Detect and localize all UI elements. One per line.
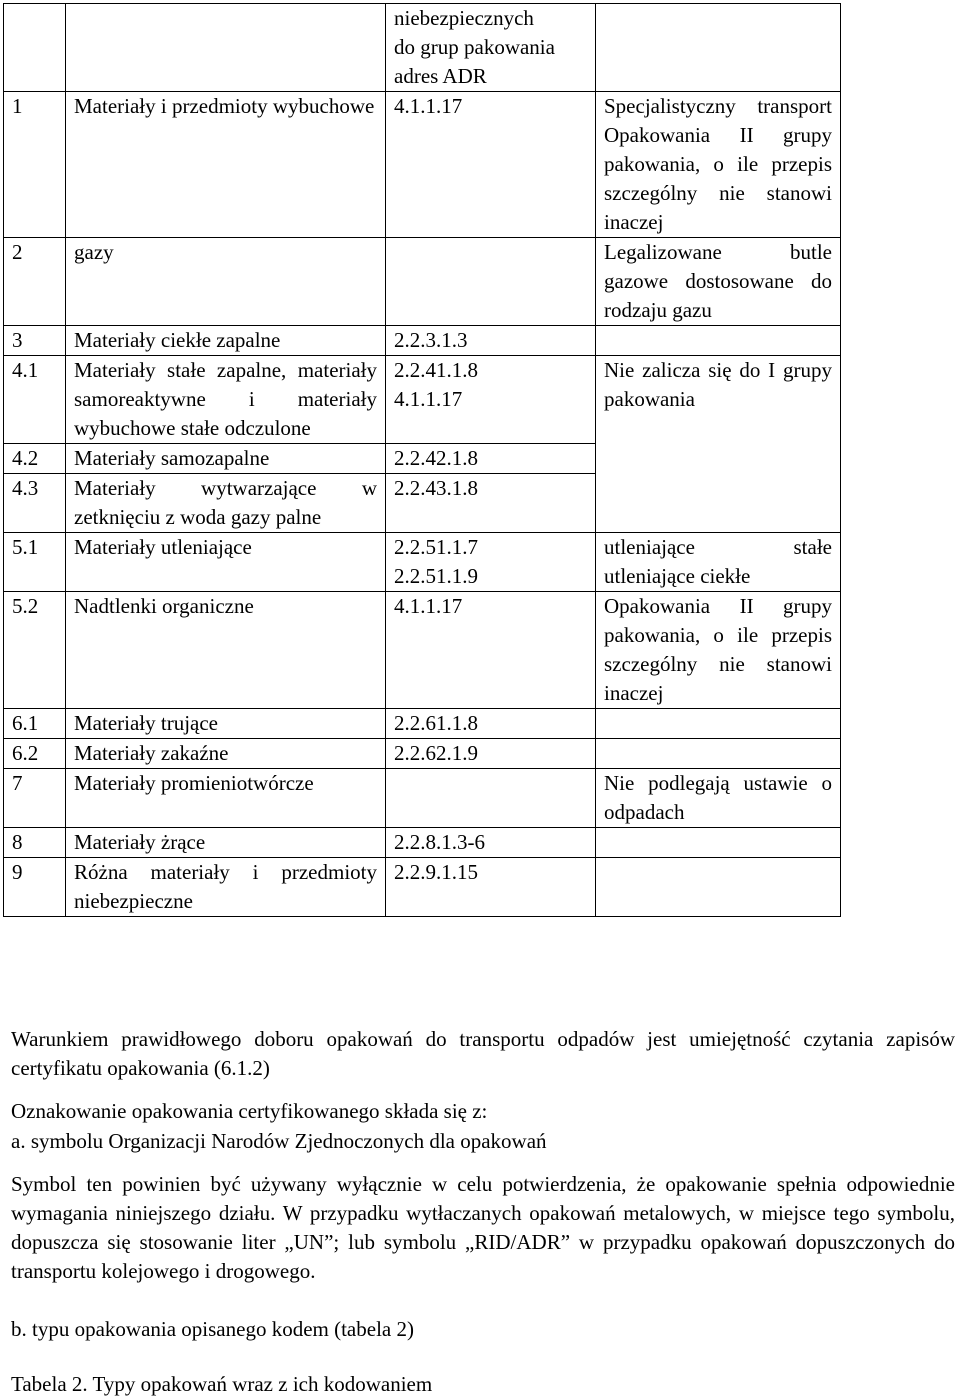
material-name-cell: Materiały zakaźne <box>66 739 386 769</box>
adr-code: 2.2.43.1.8 <box>394 476 478 500</box>
adr-packaging-table <box>3 3 841 917</box>
material-name-cell: gazy <box>66 238 386 326</box>
symbol-paragraph: Symbol ten powinien być używany wyłącznie w celu potwierdzenia, że opakowanie spełnia odpowiednie wymagania niniejszego działu. W przypadku wytłaczanych opakowań metalowych, w miejsce tego symbolu, dopuszcza się stosowanie liter „UN”; lub symbolu „RID/ADR” w przypadku opakowań dopuszczonych do transportu kolejowego i drogowego. <box>11 1172 955 1283</box>
packaging-note-cell <box>596 709 841 739</box>
class-number-cell: 5.2 <box>4 592 66 709</box>
table-row <box>4 709 841 739</box>
class-number-cell <box>4 4 66 92</box>
material-name-cell: Nadtlenki organiczne <box>66 592 386 709</box>
adr-code-cell <box>386 356 596 444</box>
table-row <box>4 769 841 828</box>
table-row <box>4 4 841 92</box>
adr-code-cell <box>386 709 596 739</box>
class-number-cell: 4.1 <box>4 356 66 444</box>
adr-code-cell <box>386 858 596 917</box>
item-a-paragraph: a. symbolu Organizacji Narodów Zjednoczonych dla opakowań <box>11 1129 547 1153</box>
material-name-cell: Materiały żrące <box>66 828 386 858</box>
certificate-paragraph: Warunkiem prawidłowego doboru opakowań do transportu odpadów jest umiejętność czytania zapisów certyfikatu opakowania (6.1.2) <box>11 1027 955 1080</box>
adr-code: 2.2.41.1.8 <box>394 358 478 382</box>
packaging-note-cell: Opakowania II grupy pakowania, o ile przepis szczególny nie stanowi inaczej <box>596 592 841 709</box>
adr-code: 2.2.62.1.9 <box>394 741 478 765</box>
packaging-note-cell <box>596 828 841 858</box>
marking-paragraph: Oznakowanie opakowania certyfikowanego składa się z: <box>11 1099 488 1123</box>
adr-code-cell <box>386 444 596 474</box>
material-name-cell: Materiały ciekłe zapalne <box>66 326 386 356</box>
table-row <box>4 592 841 709</box>
material-name-cell: Materiały utleniające <box>66 533 386 592</box>
packaging-note-cell <box>596 858 841 917</box>
adr-code: 4.1.1.17 <box>394 594 463 618</box>
packaging-note-cell: Nie podlegają ustawie o odpadach <box>596 769 841 828</box>
adr-code: niebezpiecznych <box>394 6 534 30</box>
material-name-cell: Materiały trujące <box>66 709 386 739</box>
class-number-cell: 9 <box>4 858 66 917</box>
adr-code-cell <box>386 533 596 592</box>
item-b-paragraph: b. typu opakowania opisanego kodem (tabela 2) <box>11 1317 414 1341</box>
table-row <box>4 739 841 769</box>
adr-code: 2.2.3.1.3 <box>394 328 468 352</box>
adr-table-body <box>4 4 841 917</box>
table2-caption: Tabela 2. Typy opakowań wraz z ich kodowaniem <box>11 1372 433 1396</box>
adr-code: 2.2.61.1.8 <box>394 711 478 735</box>
adr-code: 4.1.1.17 <box>394 387 463 411</box>
class-number-cell: 2 <box>4 238 66 326</box>
material-name-cell: Materiały promieniotwórcze <box>66 769 386 828</box>
adr-code-cell <box>386 238 596 326</box>
class-number-cell: 3 <box>4 326 66 356</box>
adr-code-cell <box>386 92 596 238</box>
packaging-note-cell <box>596 739 841 769</box>
adr-code: 2.2.9.1.15 <box>394 860 478 884</box>
table-row <box>4 238 841 326</box>
adr-code-cell <box>386 739 596 769</box>
adr-code-cell <box>386 326 596 356</box>
adr-code: do grup pakowania <box>394 35 555 59</box>
adr-code: 2.2.51.1.9 <box>394 564 478 588</box>
material-name-cell <box>66 4 386 92</box>
table-row <box>4 858 841 917</box>
table-row <box>4 92 841 238</box>
material-name-cell: Różna materiały i przedmioty niebezpieczne <box>66 858 386 917</box>
class-number-cell: 4.3 <box>4 474 66 533</box>
class-number-cell: 5.1 <box>4 533 66 592</box>
packaging-note-cell <box>596 326 841 356</box>
adr-code: adres ADR <box>394 64 487 88</box>
material-name-cell: Materiały i przedmioty wybuchowe <box>66 92 386 238</box>
table-row <box>4 326 841 356</box>
adr-code-cell <box>386 592 596 709</box>
class-number-cell: 7 <box>4 769 66 828</box>
class-number-cell: 8 <box>4 828 66 858</box>
class-number-cell: 4.2 <box>4 444 66 474</box>
class-number-cell: 6.2 <box>4 739 66 769</box>
table-row <box>4 533 841 592</box>
material-name-cell: Materiały samozapalne <box>66 444 386 474</box>
adr-code-cell <box>386 4 596 92</box>
adr-code-cell <box>386 474 596 533</box>
adr-code-cell <box>386 769 596 828</box>
adr-code: 2.2.51.1.7 <box>394 535 478 559</box>
material-name-cell: Materiały wytwarzające w zetknięciu z woda gazy palne <box>66 474 386 533</box>
class-number-cell: 1 <box>4 92 66 238</box>
packaging-note-cell: Nie zalicza się do I grupy pakowania <box>596 356 841 533</box>
packaging-note-cell: utleniające stałe utleniające ciekłe <box>596 533 841 592</box>
class-number-cell: 6.1 <box>4 709 66 739</box>
adr-code: 2.2.42.1.8 <box>394 446 478 470</box>
adr-code-cell <box>386 828 596 858</box>
table-row <box>4 356 841 444</box>
adr-code: 2.2.8.1.3-6 <box>394 830 485 854</box>
packaging-note-cell: Specjalistyczny transport Opakowania II grupy pakowania, o ile przepis szczególny nie stanowi inaczej <box>596 92 841 238</box>
table-row <box>4 828 841 858</box>
packaging-note-cell <box>596 4 841 92</box>
material-name-cell: Materiały stałe zapalne, materiały samoreaktywne i materiały wybuchowe stałe odczulone <box>66 356 386 444</box>
packaging-note-cell: Legalizowane butle gazowe dostosowane do rodzaju gazu <box>596 238 841 326</box>
adr-code: 4.1.1.17 <box>394 94 463 118</box>
